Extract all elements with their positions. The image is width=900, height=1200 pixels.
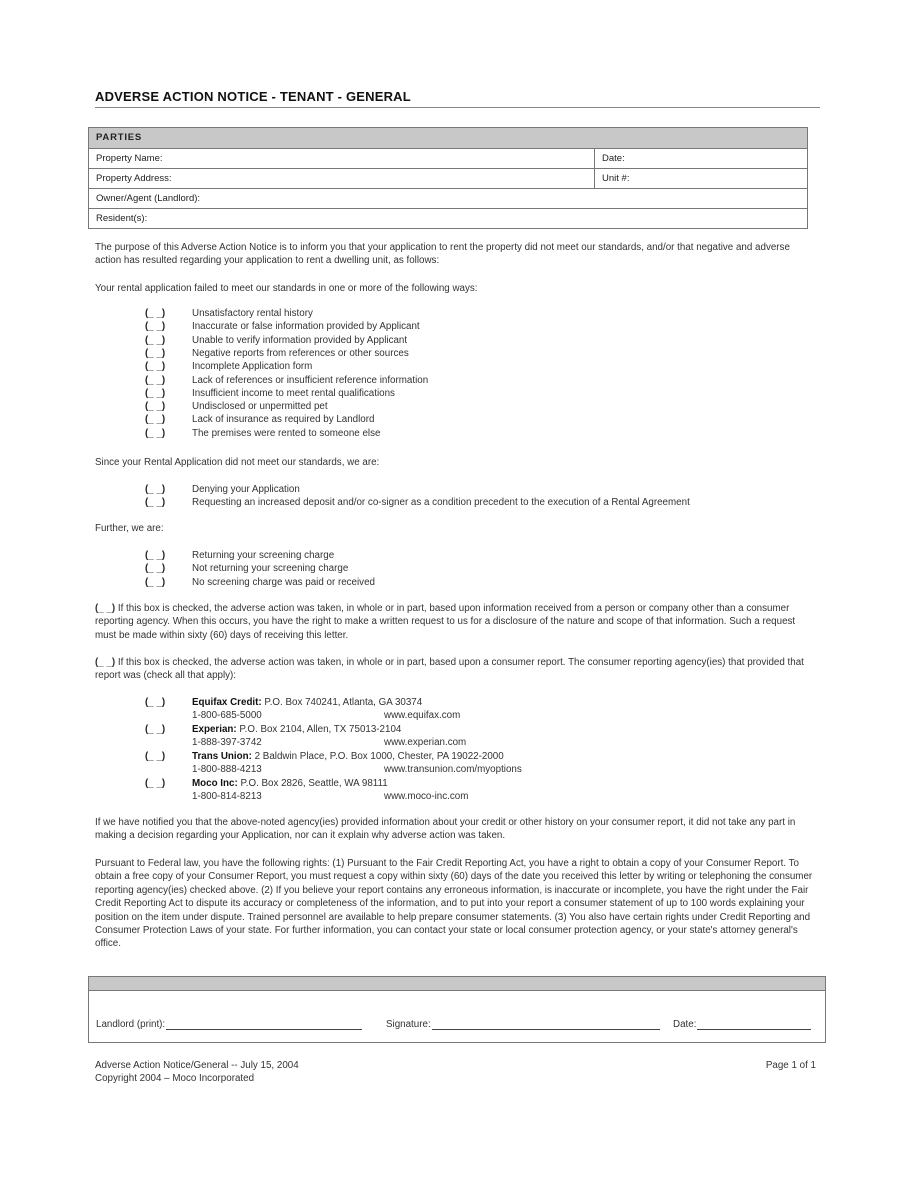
residents-field[interactable]: Resident(s): bbox=[96, 213, 148, 224]
landlord-print-line bbox=[96, 1019, 362, 1030]
signature-label: Signature: bbox=[386, 1019, 431, 1030]
parties-row-address bbox=[89, 169, 807, 189]
title-rule bbox=[95, 107, 820, 108]
footer-line1: Adverse Action Notice/General -- July 15, 2004 bbox=[95, 1060, 299, 1071]
further-checkbox[interactable]: (_ _) bbox=[145, 563, 166, 575]
report-box-paragraph bbox=[95, 656, 815, 683]
failed-reason-option bbox=[145, 374, 428, 387]
failed-reason-option bbox=[145, 307, 313, 320]
bureau-row-2 bbox=[145, 709, 460, 722]
failed-reason-checkbox[interactable]: (_ _) bbox=[145, 401, 166, 413]
bureau-row-1 bbox=[145, 723, 466, 736]
further-intro: Further, we are: bbox=[95, 523, 164, 534]
bureau-address: P.O. Box 2104, Allen, TX 75013-2104 bbox=[239, 724, 402, 735]
failed-reason-option bbox=[145, 427, 380, 440]
signature-box bbox=[88, 976, 826, 1043]
failed-reason-option-label: Unable to verify information provided by Applicant bbox=[192, 334, 408, 346]
bureau-phone: 1-800-814-8213 bbox=[192, 791, 262, 803]
person-checkbox[interactable]: (_ _) bbox=[95, 603, 116, 614]
bureau-name: Equifax Credit: bbox=[192, 697, 262, 708]
signature-box-header bbox=[89, 977, 825, 991]
further-option bbox=[145, 562, 348, 575]
landlord-print-label: Landlord (print): bbox=[96, 1019, 166, 1030]
bureau-name: Trans Union: bbox=[192, 751, 252, 762]
failed-reason-checkbox[interactable]: (_ _) bbox=[145, 374, 166, 386]
owner-agent-field[interactable]: Owner/Agent (Landlord): bbox=[96, 193, 201, 204]
parties-row-property bbox=[89, 149, 807, 169]
failed-reason-option-label: Undisclosed or unpermitted pet bbox=[192, 401, 328, 413]
bureau-address: P.O. Box 740241, Atlanta, GA 30374 bbox=[264, 697, 423, 708]
bureau-address: P.O. Box 2826, Seattle, WA 98111 bbox=[240, 778, 388, 789]
bureau-indent bbox=[145, 736, 192, 749]
bureau-website: www.equifax.com bbox=[384, 710, 461, 722]
signature-field[interactable] bbox=[432, 1019, 660, 1030]
failed-reason-checkbox[interactable]: (_ _) bbox=[145, 427, 166, 439]
failed-reason-checkbox[interactable]: (_ _) bbox=[145, 334, 166, 346]
failed-reason-checkbox[interactable]: (_ _) bbox=[145, 347, 166, 359]
failed-reason-checkbox[interactable]: (_ _) bbox=[145, 361, 166, 373]
report-box-text: If this box is checked, the adverse action was taken, in whole or in part, based upon a consumer report. The consumer reporting agency(ies) that provided that report was (check all that apply): bbox=[95, 657, 804, 682]
failed-reason-option bbox=[145, 320, 420, 333]
bureau-row-2 bbox=[145, 736, 466, 749]
since-checkbox[interactable]: (_ _) bbox=[145, 484, 166, 495]
unit-field[interactable]: Unit #: bbox=[594, 169, 807, 188]
further-option-label: Returning your screening charge bbox=[192, 550, 335, 561]
bureau-address: 2 Baldwin Place, P.O. Box 1000, Chester, PA 19022-2000 bbox=[254, 751, 504, 762]
date-field[interactable]: Date: bbox=[594, 149, 807, 168]
intro-paragraph bbox=[95, 241, 815, 268]
document-title: ADVERSE ACTION NOTICE - TENANT - GENERAL bbox=[95, 89, 411, 104]
since-option-label: Requesting an increased deposit and/or co-signer as a condition precedent to the execution of a Rental Agreement bbox=[192, 497, 690, 509]
failed-reason-checkbox[interactable]: (_ _) bbox=[145, 414, 166, 426]
failed-reason-checkbox[interactable]: (_ _) bbox=[145, 308, 166, 319]
bureau-row-2 bbox=[145, 763, 522, 776]
landlord-print-field[interactable] bbox=[166, 1019, 362, 1030]
failed-reason-checkbox[interactable]: (_ _) bbox=[145, 321, 166, 333]
bureau-checkbox[interactable]: (_ _) bbox=[145, 724, 166, 735]
since-option bbox=[145, 496, 690, 509]
bureau-checkbox[interactable]: (_ _) bbox=[145, 751, 166, 762]
failed-reason-option bbox=[145, 400, 328, 413]
footer-left bbox=[95, 1059, 299, 1085]
failed-reason-option-label: Incomplete Application form bbox=[192, 361, 313, 373]
failed-reason-checkbox[interactable]: (_ _) bbox=[145, 387, 166, 399]
person-box-paragraph bbox=[95, 602, 815, 642]
since-option-label: Denying your Application bbox=[192, 484, 300, 495]
footer-page: Page 1 of 1 bbox=[765, 1060, 816, 1071]
bureau-entry bbox=[145, 723, 466, 750]
failed-intro: Your rental application failed to meet our standards in one or more of the following ways: bbox=[95, 283, 478, 294]
failed-reason-option-label: The premises were rented to someone else bbox=[192, 427, 381, 439]
bureau-row-1 bbox=[145, 777, 468, 790]
failed-reason-option bbox=[145, 413, 374, 426]
further-option bbox=[145, 549, 334, 562]
bureau-phone: 1-800-685-5000 bbox=[192, 710, 262, 722]
failed-reason-option-label: Lack of insurance as required by Landlord bbox=[192, 414, 375, 426]
bureau-website: www.moco-inc.com bbox=[384, 791, 469, 803]
bureau-entry bbox=[145, 696, 460, 723]
bureau-website: www.transunion.com/myoptions bbox=[384, 764, 522, 776]
signature-date-label: Date: bbox=[673, 1019, 697, 1030]
report-checkbox[interactable]: (_ _) bbox=[95, 657, 116, 668]
failed-reason-option-label: Inaccurate or false information provided by Applicant bbox=[192, 321, 420, 333]
bureau-entry bbox=[145, 750, 522, 777]
further-checkbox[interactable]: (_ _) bbox=[145, 576, 166, 588]
property-name-field[interactable]: Property Name: bbox=[96, 153, 163, 164]
notified-paragraph: If we have notified you that the above-noted agency(ies) provided information about your credit or other history on your consumer report, it did not take any part in making a decision regarding your Application, nor can it explain why adverse action was taken. bbox=[95, 817, 796, 842]
failed-reason-option-label: Insufficient income to meet rental qualifications bbox=[192, 387, 395, 399]
parties-row-residents bbox=[89, 209, 807, 228]
since-intro: Since your Rental Application did not meet our standards, we are: bbox=[95, 457, 380, 468]
bureau-indent bbox=[145, 709, 192, 722]
failed-reason-option-label: Lack of references or insufficient reference information bbox=[192, 374, 429, 386]
intro-text: The purpose of this Adverse Action Notice is to inform you that your application to rent the property did not meet our standards, and/or that negative and adverse action has resulted regarding your application to rent a dwelling unit, as follows: bbox=[95, 242, 790, 267]
further-checkbox[interactable]: (_ _) bbox=[145, 550, 166, 561]
footer-line2: Copyright 2004 – Moco Incorporated bbox=[95, 1073, 255, 1084]
failed-reason-option bbox=[145, 347, 409, 360]
failed-reason-option bbox=[145, 334, 407, 347]
bureau-entry bbox=[145, 777, 468, 804]
further-option-label: No screening charge was paid or received bbox=[192, 576, 375, 588]
bureau-phone: 1-888-397-3742 bbox=[192, 737, 262, 749]
failed-reason-option-label: Unsatisfactory rental history bbox=[192, 308, 313, 319]
bureau-indent bbox=[145, 790, 192, 803]
further-option bbox=[145, 576, 375, 589]
bureau-checkbox[interactable]: (_ _) bbox=[145, 697, 166, 708]
date-line bbox=[673, 1019, 811, 1030]
bureau-indent bbox=[145, 763, 192, 776]
property-address-field[interactable]: Property Address: bbox=[96, 173, 172, 184]
failed-reason-option bbox=[145, 387, 395, 400]
bureau-phone: 1-800-888-4213 bbox=[192, 764, 262, 776]
failed-reason-option-label: Negative reports from references or other sources bbox=[192, 347, 409, 359]
bureau-row-1 bbox=[145, 750, 522, 763]
person-box-text: If this box is checked, the adverse action was taken, in whole or in part, based upon information received from a person or company other than a consumer reporting agency. When this occurs, you have the right to make a written request to us for a disclosure of the nature and scope of that information. Such a request must be made within sixty (60) days of receiving this letter. bbox=[95, 603, 796, 641]
bureau-row-1 bbox=[145, 696, 460, 709]
failed-reason-option bbox=[145, 360, 312, 373]
bureau-name: Experian: bbox=[192, 724, 237, 735]
parties-header: PARTIES bbox=[89, 128, 807, 149]
bureau-row-2 bbox=[145, 790, 468, 803]
bureau-website: www.experian.com bbox=[384, 737, 467, 749]
bureau-checkbox[interactable]: (_ _) bbox=[145, 778, 166, 789]
since-checkbox[interactable]: (_ _) bbox=[145, 497, 166, 509]
parties-table bbox=[88, 127, 808, 229]
further-option-label: Not returning your screening charge bbox=[192, 563, 349, 575]
parties-row-owner bbox=[89, 189, 807, 209]
signature-date-field[interactable] bbox=[697, 1019, 811, 1030]
rights-paragraph: Pursuant to Federal law, you have the following rights: (1) Pursuant to the Fair Credit Reporting Act, you have a right to obtain a copy of your Consumer Report. To obtain a free copy of your Consumer Report, you must request a copy within sixty (60) days of the date you received this letter by writing or telephoning the consumer reporting agency(ies) checked above. (2) If you believe your report contains any erroneous information, is inaccurate or incomplete, you have the right under the Fair Credit Reporting Act to dispute its accuracy or completeness of the information, and to put into your report a consumer statement of up to 100 words explaining your position on the item under dispute. Trained personnel are available to help prepare consumer statements. (3) You also have certain rights under Credit Reporting and Consumer Protection Laws of your state. For further information, you can contact your state or local consumer protection agency, or your state's attorney general's office. bbox=[95, 858, 813, 950]
since-option bbox=[145, 483, 300, 496]
bureau-name: Moco Inc: bbox=[192, 778, 238, 789]
signature-line bbox=[386, 1019, 660, 1030]
